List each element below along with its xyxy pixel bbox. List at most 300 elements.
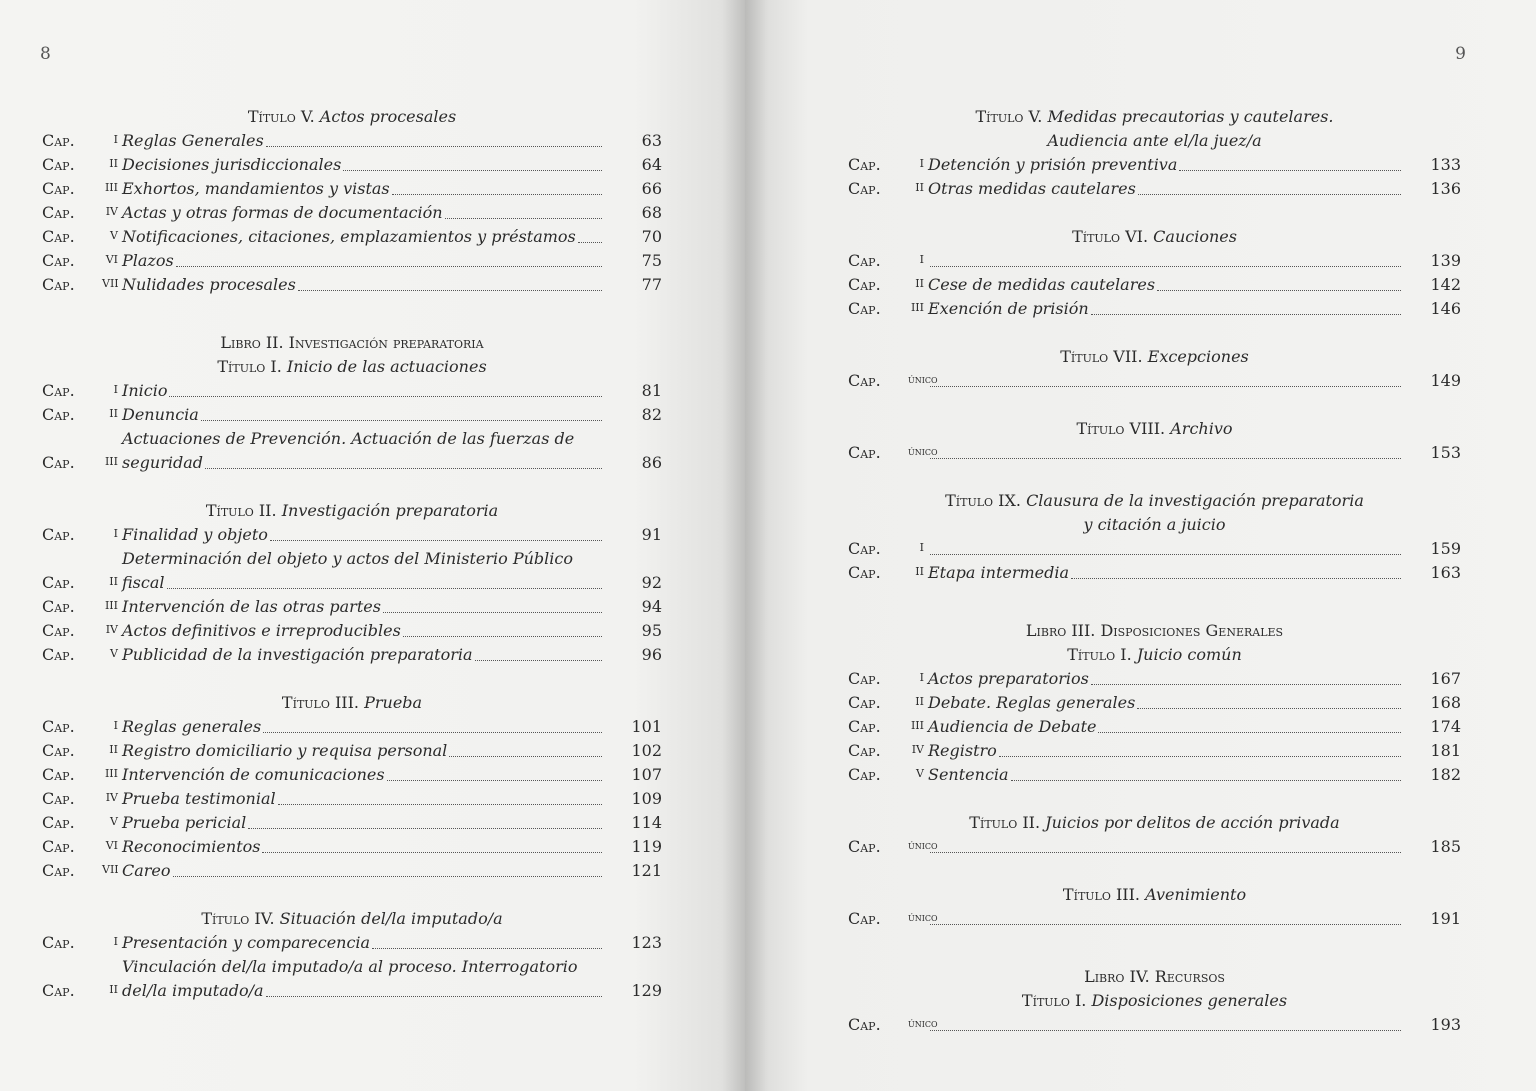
chapter-title-text: Actos definitivos e irreproducibles bbox=[122, 621, 401, 640]
chapter-number: III bbox=[104, 599, 118, 612]
chapter-title-text: Reglas Generales bbox=[122, 131, 264, 150]
dot-leader bbox=[1011, 780, 1401, 781]
chapter-title bbox=[122, 859, 604, 883]
chapter-title bbox=[122, 739, 604, 763]
dot-leader bbox=[248, 828, 602, 829]
chapter-number: I bbox=[113, 935, 118, 948]
section-heading bbox=[848, 345, 1461, 369]
titulo-label: Título IX. bbox=[945, 491, 1021, 510]
titulo-title: Inicio de las actuaciones bbox=[286, 357, 487, 376]
chapter-label: Cap. bbox=[42, 765, 75, 784]
chapter-number: III bbox=[104, 455, 118, 468]
chapter-title-text: Intervención de comunicaciones bbox=[122, 765, 385, 784]
chapter-label: Cap. bbox=[848, 275, 881, 294]
toc-entry bbox=[42, 619, 662, 643]
chapter-title bbox=[928, 177, 1403, 201]
chapter-title bbox=[122, 619, 604, 643]
chapter-label: Cap. bbox=[848, 717, 881, 736]
chapter-title-text: Actas y otras formas de documentación bbox=[122, 203, 443, 222]
toc-entry bbox=[42, 715, 662, 739]
section-spacer bbox=[848, 585, 1461, 619]
chapter-number: I bbox=[113, 383, 118, 396]
titulo-label: Título I. bbox=[217, 357, 282, 376]
chapter-number: II bbox=[915, 181, 924, 194]
chapter-label: Cap. bbox=[42, 813, 75, 832]
chapter-label: Cap. bbox=[848, 837, 881, 856]
section-heading bbox=[848, 417, 1461, 441]
titulo-label: Título VI. bbox=[1072, 227, 1149, 246]
chapter-label: Cap. bbox=[848, 179, 881, 198]
book-gutter bbox=[722, 0, 768, 1091]
dot-leader bbox=[930, 266, 1401, 267]
chapter-label: Cap. bbox=[42, 573, 75, 592]
section-heading bbox=[848, 883, 1461, 907]
toc-entry bbox=[848, 369, 1461, 393]
chapter-title bbox=[122, 811, 604, 835]
chapter-label: Cap. bbox=[42, 405, 75, 424]
titulo-heading bbox=[42, 105, 662, 129]
page-ref: 123 bbox=[631, 933, 662, 952]
chapter-title-text: Otras medidas cautelares bbox=[928, 179, 1136, 198]
page-ref: 101 bbox=[631, 717, 662, 736]
section-spacer bbox=[42, 883, 662, 907]
section-heading bbox=[42, 691, 662, 715]
dot-leader bbox=[403, 636, 602, 637]
chapter-number: I bbox=[919, 157, 924, 170]
toc-entry bbox=[42, 273, 662, 297]
titulo-title: Medidas precautorias y cautelares. bbox=[1047, 107, 1334, 126]
page-ref: 163 bbox=[1430, 563, 1461, 582]
dot-leader bbox=[445, 218, 602, 219]
section-heading bbox=[42, 105, 662, 129]
toc-entry bbox=[848, 249, 1461, 273]
chapter-title-text: Reconocimientos bbox=[122, 837, 261, 856]
page-ref: 167 bbox=[1430, 669, 1461, 688]
page-ref: 153 bbox=[1430, 443, 1461, 462]
chapter-title-line: Actuaciones de Prevención. Actuación de las fuerzas de bbox=[122, 429, 575, 448]
page-number: 8 bbox=[40, 44, 51, 64]
dot-leader bbox=[475, 660, 602, 661]
page-ref: 94 bbox=[641, 597, 662, 616]
toc-entry bbox=[42, 129, 662, 153]
toc-entry bbox=[848, 441, 1461, 465]
page-ref: 75 bbox=[641, 251, 662, 270]
chapter-number: II bbox=[915, 695, 924, 708]
chapter-title bbox=[122, 153, 604, 177]
chapter-label: Cap. bbox=[42, 453, 75, 472]
toc-entry bbox=[848, 153, 1461, 177]
toc-entry bbox=[42, 427, 662, 475]
chapter-label: Cap. bbox=[42, 381, 75, 400]
toc-entry bbox=[848, 561, 1461, 585]
titulo-label: Título I. bbox=[1021, 991, 1087, 1010]
chapter-label: Cap. bbox=[42, 227, 75, 246]
chapter-title-text: Reglas generales bbox=[122, 717, 262, 736]
dot-leader bbox=[1091, 314, 1401, 315]
titulo-heading bbox=[848, 225, 1461, 249]
chapter-number: VI bbox=[105, 253, 118, 266]
page-ref: 86 bbox=[641, 453, 662, 472]
dot-leader bbox=[392, 194, 602, 195]
section-heading bbox=[848, 105, 1461, 153]
chapter-title-text: seguridad bbox=[122, 453, 204, 472]
chapter-number: único bbox=[908, 445, 938, 458]
dot-leader bbox=[930, 1030, 1401, 1031]
chapter-label: Cap. bbox=[42, 275, 75, 294]
toc-entry bbox=[848, 667, 1461, 691]
titulo-title: Actos procesales bbox=[319, 107, 457, 126]
chapter-label: Cap. bbox=[848, 251, 881, 270]
chapter-title bbox=[928, 561, 1403, 585]
dot-leader bbox=[262, 852, 602, 853]
chapter-number: I bbox=[919, 671, 924, 684]
toc-entry bbox=[42, 859, 662, 883]
chapter-title bbox=[928, 153, 1403, 177]
titulo-label: Título II. bbox=[969, 813, 1041, 832]
dot-leader bbox=[1138, 194, 1401, 195]
chapter-title-text: Presentación y comparecencia bbox=[122, 933, 371, 952]
chapter-number: único bbox=[908, 911, 938, 924]
toc-entry bbox=[848, 297, 1461, 321]
chapter-number: III bbox=[104, 181, 118, 194]
page-ref: 92 bbox=[641, 573, 662, 592]
titulo-title: Investigación preparatoria bbox=[281, 501, 499, 520]
titulo-label: Título VIII. bbox=[1076, 419, 1166, 438]
dot-leader bbox=[383, 612, 602, 613]
section-spacer bbox=[848, 201, 1461, 225]
chapter-number: I bbox=[113, 133, 118, 146]
chapter-title-text: Audiencia de Debate bbox=[928, 717, 1097, 736]
section-spacer bbox=[848, 465, 1461, 489]
chapter-title-text: fiscal bbox=[122, 573, 165, 592]
titulo-title: Situación del/la imputado/a bbox=[279, 909, 503, 928]
page-ref: 81 bbox=[641, 381, 662, 400]
dot-leader bbox=[387, 780, 602, 781]
chapter-title-line bbox=[122, 979, 604, 1003]
titulo-title: Juicio común bbox=[1136, 645, 1242, 664]
chapter-title-line bbox=[122, 451, 604, 475]
chapter-label: Cap. bbox=[42, 981, 75, 1000]
chapter-label: Cap. bbox=[42, 861, 75, 880]
chapter-title bbox=[122, 523, 604, 547]
toc-entry bbox=[848, 835, 1461, 859]
chapter-title-text: Detención y prisión preventiva bbox=[928, 155, 1178, 174]
section-spacer bbox=[848, 859, 1461, 883]
page-number: 9 bbox=[1455, 44, 1466, 64]
toc-entry bbox=[42, 177, 662, 201]
titulo-title: Disposiciones generales bbox=[1091, 991, 1288, 1010]
toc-entry bbox=[42, 811, 662, 835]
chapter-number: I bbox=[113, 527, 118, 540]
chapter-title-line bbox=[122, 571, 604, 595]
titulo-heading bbox=[848, 883, 1461, 907]
page-ref: 185 bbox=[1430, 837, 1461, 856]
titulo-heading bbox=[848, 489, 1461, 513]
chapter-title bbox=[122, 201, 604, 225]
page-ref: 107 bbox=[631, 765, 662, 784]
dot-leader bbox=[266, 146, 602, 147]
dot-leader bbox=[270, 540, 602, 541]
chapter-title bbox=[928, 386, 1403, 393]
titulo-heading bbox=[848, 811, 1461, 835]
chapter-title-text: Finalidad y objeto bbox=[122, 525, 268, 544]
chapter-number: II bbox=[109, 743, 118, 756]
titulo-title: Clausura de la investigación preparatoria bbox=[1026, 491, 1364, 510]
section-heading bbox=[42, 907, 662, 931]
dot-leader bbox=[176, 266, 602, 267]
chapter-number: III bbox=[104, 767, 118, 780]
chapter-title bbox=[122, 249, 604, 273]
chapter-title-text: del/la imputado/a bbox=[122, 981, 264, 1000]
chapter-title-text: Debate. Reglas generales bbox=[928, 693, 1136, 712]
titulo-heading bbox=[42, 691, 662, 715]
toc-entry bbox=[42, 153, 662, 177]
chapter-label: Cap. bbox=[848, 669, 881, 688]
chapter-number: III bbox=[910, 719, 924, 732]
chapter-label: Cap. bbox=[42, 645, 75, 664]
section-heading bbox=[848, 811, 1461, 835]
chapter-title bbox=[122, 835, 604, 859]
dot-leader bbox=[169, 396, 602, 397]
chapter-title bbox=[928, 691, 1403, 715]
page-ref: 82 bbox=[641, 405, 662, 424]
dot-leader bbox=[278, 804, 602, 805]
chapter-title bbox=[122, 595, 604, 619]
chapter-number: V bbox=[110, 815, 118, 828]
dot-leader bbox=[578, 242, 602, 243]
titulo-heading bbox=[848, 643, 1461, 667]
page-ref: 121 bbox=[631, 861, 662, 880]
chapter-title bbox=[928, 297, 1403, 321]
chapter-label: Cap. bbox=[848, 371, 881, 390]
chapter-number: único bbox=[908, 373, 938, 386]
chapter-label: Cap. bbox=[848, 693, 881, 712]
toc-entry bbox=[848, 537, 1461, 561]
chapter-label: Cap. bbox=[848, 909, 881, 928]
titulo-heading bbox=[42, 499, 662, 523]
dot-leader bbox=[1157, 290, 1401, 291]
chapter-label: Cap. bbox=[42, 179, 75, 198]
chapter-title-text: Notificaciones, citaciones, emplazamientos y préstamos bbox=[122, 227, 576, 246]
titulo-title-continued: y citación a juicio bbox=[1083, 515, 1226, 534]
titulo-label: Título III. bbox=[281, 693, 360, 712]
titulo-title: Excepciones bbox=[1147, 347, 1249, 366]
section-heading bbox=[42, 331, 662, 379]
chapter-number: II bbox=[109, 157, 118, 170]
chapter-title bbox=[122, 427, 604, 475]
dot-leader bbox=[449, 756, 602, 757]
chapter-title bbox=[928, 924, 1403, 931]
page-ref: 139 bbox=[1430, 251, 1461, 270]
page-ref: 119 bbox=[631, 837, 662, 856]
chapter-title-text: Decisiones jurisdiccionales bbox=[122, 155, 342, 174]
chapter-number: II bbox=[915, 565, 924, 578]
left-page bbox=[0, 0, 745, 1091]
page-ref: 159 bbox=[1430, 539, 1461, 558]
toc-entry bbox=[42, 787, 662, 811]
chapter-number: II bbox=[109, 407, 118, 420]
chapter-label: Cap. bbox=[848, 539, 881, 558]
section-spacer bbox=[42, 475, 662, 499]
libro-heading: Libro II. Investigación preparatoria bbox=[220, 333, 484, 352]
dot-leader bbox=[1179, 170, 1401, 171]
titulo-title: Prueba bbox=[364, 693, 423, 712]
chapter-title-line: Vinculación del/la imputado/a al proceso. Interrogatorio bbox=[122, 957, 578, 976]
toc-entry bbox=[42, 249, 662, 273]
chapter-number: VI bbox=[105, 839, 118, 852]
chapter-title-text: Inicio bbox=[122, 381, 168, 400]
libro-heading: Libro IV. Recursos bbox=[1084, 967, 1225, 986]
toc-entry bbox=[848, 177, 1461, 201]
chapter-label: Cap. bbox=[848, 741, 881, 760]
chapter-title-text: Exención de prisión bbox=[928, 299, 1089, 318]
page-ref: 133 bbox=[1430, 155, 1461, 174]
toc-entry bbox=[42, 763, 662, 787]
chapter-title-text: Cese de medidas cautelares bbox=[928, 275, 1156, 294]
page-ref: 96 bbox=[641, 645, 662, 664]
chapter-title bbox=[928, 266, 1403, 273]
chapter-title bbox=[122, 225, 604, 249]
dot-leader bbox=[173, 876, 602, 877]
chapter-title bbox=[928, 852, 1403, 859]
chapter-label: Cap. bbox=[848, 155, 881, 174]
chapter-label: Cap. bbox=[42, 155, 75, 174]
chapter-title-text: Intervención de las otras partes bbox=[122, 597, 381, 616]
chapter-title bbox=[928, 554, 1403, 561]
chapter-number: V bbox=[916, 767, 924, 780]
dot-leader bbox=[266, 979, 602, 997]
section-spacer bbox=[848, 931, 1461, 965]
titulo-heading bbox=[848, 417, 1461, 441]
titulo-label: Título IV. bbox=[201, 909, 275, 928]
titulo-heading bbox=[848, 105, 1461, 129]
page-ref: 77 bbox=[641, 275, 662, 294]
chapter-title bbox=[928, 458, 1403, 465]
titulo-heading bbox=[848, 989, 1461, 1013]
toc-entry bbox=[848, 739, 1461, 763]
toc-entry bbox=[848, 273, 1461, 297]
toc-entry bbox=[42, 835, 662, 859]
dot-leader bbox=[999, 756, 1401, 757]
dot-leader bbox=[1091, 684, 1401, 685]
page-ref: 63 bbox=[641, 131, 662, 150]
chapter-number: IV bbox=[105, 623, 118, 636]
chapter-number: II bbox=[915, 277, 924, 290]
chapter-label: Cap. bbox=[42, 933, 75, 952]
titulo-title: Cauciones bbox=[1153, 227, 1237, 246]
dot-leader bbox=[930, 386, 1401, 387]
chapter-title-text: Nulidades procesales bbox=[122, 275, 296, 294]
toc-entry bbox=[42, 643, 662, 667]
dot-leader bbox=[372, 948, 602, 949]
toc-entry bbox=[848, 763, 1461, 787]
section-heading bbox=[42, 499, 662, 523]
section-spacer bbox=[848, 321, 1461, 345]
chapter-label: Cap. bbox=[42, 131, 75, 150]
page-ref: 168 bbox=[1430, 693, 1461, 712]
dot-leader bbox=[930, 554, 1401, 555]
toc-entry bbox=[42, 201, 662, 225]
chapter-label: Cap. bbox=[42, 525, 75, 544]
chapter-title bbox=[928, 739, 1403, 763]
chapter-title-text: Sentencia bbox=[928, 765, 1009, 784]
chapter-label: Cap. bbox=[42, 597, 75, 616]
page-ref: 64 bbox=[641, 155, 662, 174]
titulo-title: Archivo bbox=[1170, 419, 1233, 438]
chapter-number: único bbox=[908, 1017, 938, 1030]
page-ref: 129 bbox=[631, 981, 662, 1000]
chapter-label: Cap. bbox=[42, 621, 75, 640]
chapter-label: Cap. bbox=[848, 443, 881, 462]
table-of-contents bbox=[848, 105, 1461, 1037]
chapter-title bbox=[122, 403, 604, 427]
page-ref: 136 bbox=[1430, 179, 1461, 198]
dot-leader bbox=[201, 420, 602, 421]
page-ref: 66 bbox=[641, 179, 662, 198]
toc-entry bbox=[848, 1013, 1461, 1037]
titulo-label: Título V. bbox=[975, 107, 1043, 126]
page-ref: 70 bbox=[641, 227, 662, 246]
titulo-title-continued: Audiencia ante el/la juez/a bbox=[1047, 131, 1262, 150]
dot-leader bbox=[263, 732, 602, 733]
section-spacer bbox=[42, 667, 662, 691]
section-heading bbox=[848, 965, 1461, 1013]
right-page bbox=[745, 0, 1536, 1091]
page-ref: 91 bbox=[641, 525, 662, 544]
titulo-label: Título III. bbox=[1062, 885, 1141, 904]
chapter-title-text: Plazos bbox=[122, 251, 174, 270]
chapter-title-text: Prueba pericial bbox=[122, 813, 247, 832]
page-ref: 68 bbox=[641, 203, 662, 222]
chapter-title-text: Publicidad de la investigación preparatoria bbox=[122, 645, 473, 664]
chapter-label: Cap. bbox=[848, 299, 881, 318]
chapter-title bbox=[122, 379, 604, 403]
chapter-number: VII bbox=[102, 863, 119, 876]
toc-entry bbox=[42, 225, 662, 249]
chapter-title-text: Etapa intermedia bbox=[928, 563, 1070, 582]
toc-entry bbox=[848, 715, 1461, 739]
chapter-title bbox=[122, 955, 604, 1003]
toc-entry bbox=[848, 691, 1461, 715]
page-ref: 102 bbox=[631, 741, 662, 760]
chapter-title bbox=[122, 547, 604, 595]
dot-leader bbox=[298, 290, 602, 291]
dot-leader bbox=[167, 571, 603, 589]
toc-entry bbox=[42, 379, 662, 403]
toc-entry bbox=[42, 955, 662, 1003]
chapter-number: IV bbox=[911, 743, 924, 756]
chapter-title bbox=[122, 273, 604, 297]
toc-entry bbox=[42, 547, 662, 595]
titulo-label: Título VII. bbox=[1060, 347, 1143, 366]
page-ref: 181 bbox=[1430, 741, 1461, 760]
section-spacer bbox=[848, 393, 1461, 417]
chapter-number: I bbox=[113, 719, 118, 732]
toc-entry bbox=[848, 907, 1461, 931]
chapter-title bbox=[122, 129, 604, 153]
toc-entry bbox=[42, 403, 662, 427]
chapter-number: II bbox=[109, 575, 118, 588]
chapter-title bbox=[928, 715, 1403, 739]
chapter-number: IV bbox=[105, 205, 118, 218]
titulo-label: Título V. bbox=[247, 107, 315, 126]
chapter-title-line: Determinación del objeto y actos del Ministerio Público bbox=[122, 549, 573, 568]
chapter-label: Cap. bbox=[42, 789, 75, 808]
libro-heading: Libro III. Disposiciones Generales bbox=[1025, 621, 1284, 640]
chapter-title bbox=[928, 1030, 1403, 1037]
toc-entry bbox=[42, 595, 662, 619]
dot-leader bbox=[1071, 578, 1401, 579]
